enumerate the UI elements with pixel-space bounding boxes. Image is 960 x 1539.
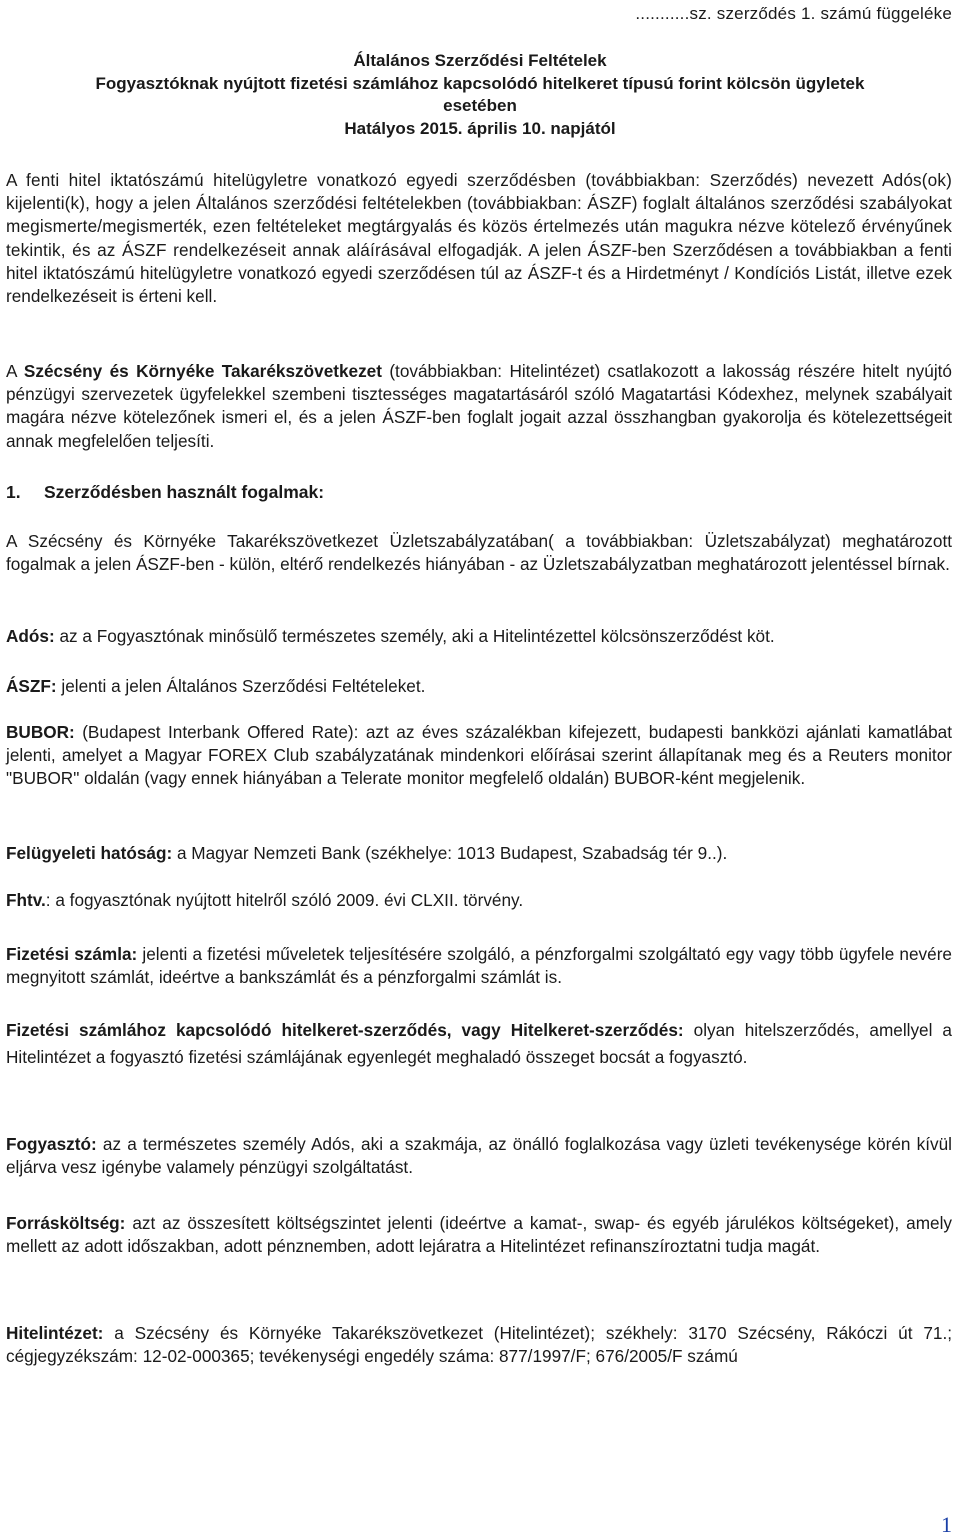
definition-ados — [6, 625, 952, 648]
appendix-label: ...........sz. szerződés 1. számú függeléke — [635, 4, 952, 23]
section-1-title: Szerződésben használt fogalmak: — [44, 482, 325, 502]
definition-aszf — [6, 675, 952, 698]
document-title — [0, 50, 960, 140]
section-1-number: 1. — [6, 482, 21, 502]
definition-term: BUBOR: — [6, 722, 75, 742]
institution-text: (továbbiakban: Hitelintézet) csatlakozott a lakosság részére hitelt nyújtó pénzügyi szervezetek ügyfelekkel szembeni tisztességes magatartásáról szóló Magatartási Kódexhez, melynek szabályait magára nézve kötelezőnek ismeri el, és a jelen ÁSZF-ben foglalt jogait azzal összhangban gyakorolja és kötelezettségeit annak megfelelően teljesíti. — [6, 361, 952, 451]
title-line-4: Hatályos 2015. április 10. napjától — [344, 118, 616, 138]
section-1-intro: A Szécsény és Környéke Takarékszövetkezet Üzletszabályzatában( a továbbiakban: Üzletszabályzat) meghatározott fogalmak a jelen ÁSZF-ben - külön, eltérő rendelkezés hiányában - az Üzletszabályzatban meghatározott jelentéssel bírnak. — [6, 531, 952, 575]
definition-fogyaszto — [6, 1133, 952, 1179]
definition-fizetesi-szamla — [6, 943, 952, 989]
definition-text: olyan hitelszerződés, amellyel a Hitelintézet a fogyasztó fizetési számlájának egyenlegét meghaladó összeget bocsát a fogyasztó. — [6, 1020, 952, 1067]
definition-bubor — [6, 721, 952, 791]
title-line-3: esetében — [443, 96, 517, 115]
definition-hitelintezet — [6, 1322, 952, 1368]
definition-term: Fogyasztó: — [6, 1134, 97, 1154]
definition-text: a Szécsény és Környéke Takarékszövetkezet (Hitelintézet); székhely: 3170 Szécsény, Rákóczi út 71.; cégjegyzékszám: 12-02-000365; tevékenységi engedély száma: 877/1997/F; 676/2005/F számú — [6, 1323, 952, 1367]
definition-felugyeleti-hatosag — [6, 842, 952, 865]
definition-term: Felügyeleti hatóság: — [6, 843, 173, 863]
institution-prefix: A — [6, 361, 24, 381]
definition-forraskoltseg — [6, 1212, 952, 1258]
definition-text: az a Fogyasztónak minősülő természetes személy, aki a Hitelintézettel kölcsönszerződést köt. — [54, 626, 775, 646]
definition-text: jelenti a jelen Általános Szerződési Feltételeket. — [56, 676, 426, 696]
definition-text: (Budapest Interbank Offered Rate): azt az éves százalékban kifejezett, budapesti bankközi ajánlati kamatlábat jelenti, amelyet a Magyar FOREX Club szabályzatának mindenkori előírásai szerint állapítanak meg és a Reuters monitor "BUBOR" oldalán (vagy ennek hiányában a Telerate monitor megfelelő oldalán) BUBOR-ként megjelenik. — [6, 722, 952, 789]
section-1-heading — [6, 482, 324, 503]
definition-term: Forrásköltség: — [6, 1213, 126, 1233]
title-line-1: Általános Szerződési Feltételek — [353, 51, 607, 70]
definition-term: Fizetési számla: — [6, 944, 138, 964]
institution-paragraph — [6, 360, 952, 453]
intro-text-2: A jelen ÁSZF-ben Szerződésen a továbbiakban a fenti hitel iktatószámú hitelügyletre vonatkozó egyedi szerződésen túl az ÁSZF-t és a Hirdetményt / Kondíciós Listát, illetve ezek rendelkezéseit is érteni kell. — [6, 239, 952, 307]
definition-term: ÁSZF: — [6, 676, 57, 696]
institution-name: Szécsény és Környéke Takarékszövetkezet — [23, 361, 382, 381]
intro-text-1: A fenti hitel iktatószámú hitelügyletre vonatkozó egyedi szerződésben (továbbiakban: Szerződés) nevezett Adós(ok) kijelenti(k), hogy a jelen Általános szerződési feltételekben (továbbiakban: ÁSZF) foglalt általános szerződési szabályokat megismerte/megismerték, ezen feltételeket megtárgyalás és közös értelmezés után magukra nézve kötelező érvényűnek tekintik, és az ÁSZF rendelkezéseit annak aláírásával elfogadják. — [6, 170, 952, 260]
definition-text: jelenti a fizetési műveletek teljesítésére szolgáló, a pénzforgalmi szolgáltató egy vagy több ügyfele nevére megnyitott számlát, ideértve a bankszámlát és a pénzforgalmi számlát is. — [6, 944, 952, 988]
definition-term: Fhtv. — [6, 890, 46, 910]
page-number: 1 — [941, 1512, 952, 1537]
definition-fhtv — [6, 889, 952, 912]
definition-hitelkeret-szerzodes — [6, 1017, 952, 1070]
intro-paragraph — [6, 169, 952, 308]
definition-text: a Magyar Nemzeti Bank (székhelye: 1013 Budapest, Szabadság tér 9..). — [172, 843, 728, 863]
definition-text: : a fogyasztónak nyújtott hitelről szóló 2009. évi CLXII. törvény. — [45, 890, 524, 910]
definition-text: azt az összesített költségszintet jelenti (ideértve a kamat-, swap- és egyéb járulékos költségeket), amely mellett az adott időszakban, adott pénznemben, adott lejáratra a Hitelintézet refinanszíroztatni tudja magát. — [6, 1213, 952, 1257]
definition-term: Hitelintézet: — [6, 1323, 104, 1343]
title-line-2: Fogyasztóknak nyújtott fizetési számlához kapcsolódó hitelkeret típusú forint kölcsön ügyletek — [95, 73, 865, 93]
definition-term: Adós: — [6, 626, 55, 646]
definition-term: Fizetési számlához kapcsolódó hitelkeret-szerződés, vagy Hitelkeret-szerződés: — [6, 1020, 684, 1040]
definition-text: az a természetes személy Adós, aki a szakmája, az önálló foglalkozása vagy üzleti tevékenysége körén kívül eljárva vesz igénybe valamely pénzügyi szolgáltatást. — [6, 1134, 952, 1178]
